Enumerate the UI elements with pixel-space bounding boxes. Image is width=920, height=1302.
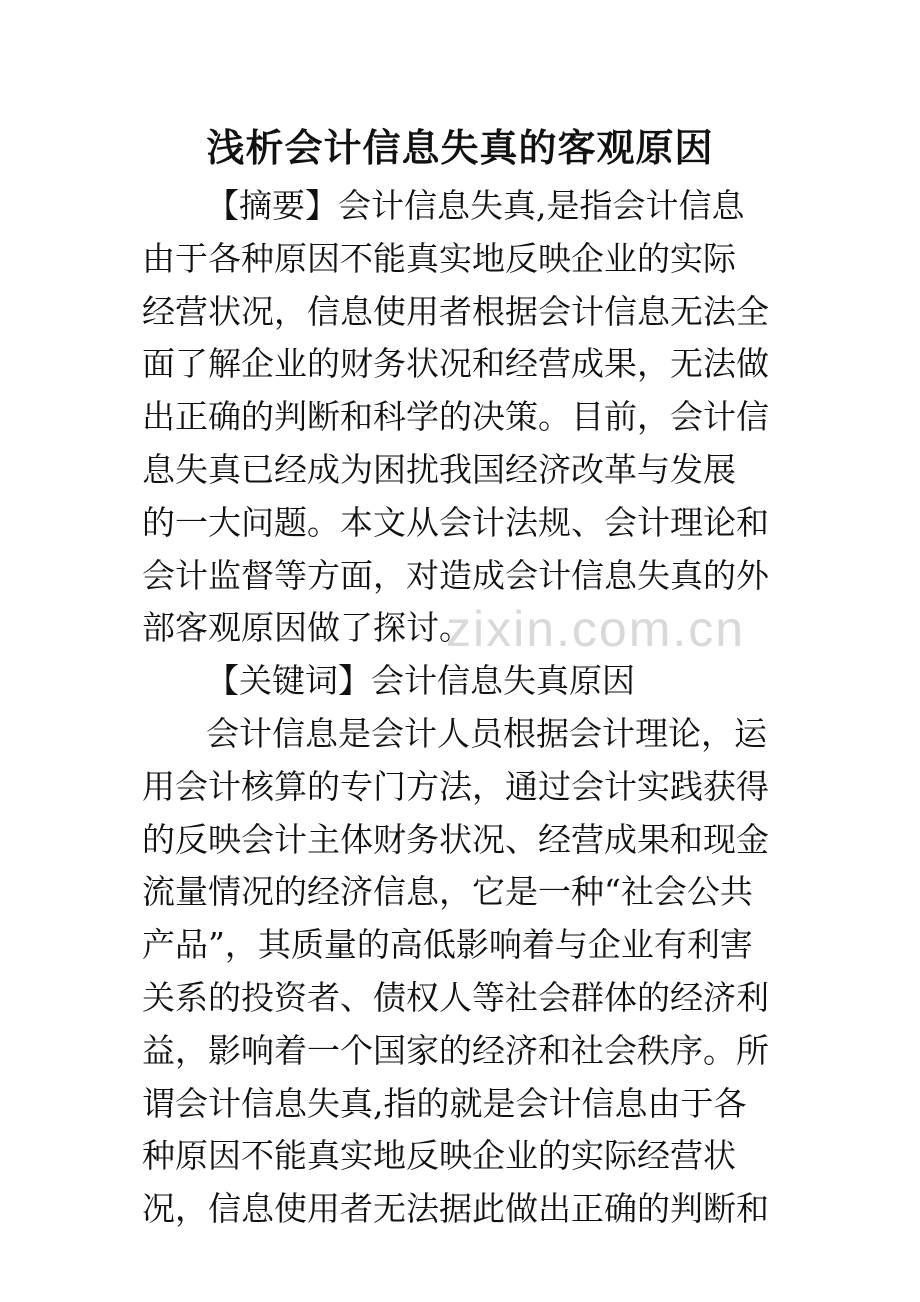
abstract-line: 出正确的判断和科学的决策。目前，会计信: [142, 397, 769, 437]
keywords-line: 【关键词】会计信息失真原因: [206, 661, 635, 701]
abstract-line: 【摘要】会计信息失真,是指会计信息: [206, 186, 745, 225]
paragraph-line: 流量情况的经济信息，它是一种“社会公共: [142, 872, 753, 912]
abstract-line: 由于各种原因不能真实地反映企业的实际: [142, 238, 736, 278]
paragraph-line: 谓会计信息失真,指的就是会计信息由于各: [142, 1083, 747, 1123]
paragraph-line: 用会计核算的专门方法，通过会计实践获得: [142, 766, 769, 806]
document-title: 浅析会计信息失真的客观原因: [206, 125, 714, 170]
paragraph-line: 关系的投资者、债权人等社会群体的经济利: [142, 977, 769, 1017]
paragraph-line: 产品”，其质量的高低影响着与企业有利害: [142, 925, 753, 965]
paragraph-line: 况，信息使用者无法据此做出正确的判断和: [142, 1189, 769, 1229]
abstract-block: [142, 180, 782, 708]
abstract-line: 面了解企业的财务状况和经营成果，无法做: [142, 344, 769, 384]
paragraph-line: 种原因不能真实地反映企业的实际经营状: [142, 1136, 736, 1176]
paragraph-line: 的反映会计主体财务状况、经营成果和现金: [142, 819, 769, 859]
abstract-line: 经营状况，信息使用者根据会计信息无法全: [142, 291, 769, 331]
paragraph-line: 益，影响着一个国家的经济和社会秩序。所: [142, 1030, 769, 1070]
abstract-line: 息失真已经成为困扰我国经济改革与发展: [142, 449, 736, 489]
paragraph-line: 会计信息是会计人员根据会计理论，运: [206, 714, 767, 753]
abstract-line: 会计监督等方面，对造成会计信息失真的外: [142, 555, 769, 595]
abstract-line: 部客观原因做了探讨。: [142, 608, 472, 648]
watermark: zixin.com.cn: [446, 601, 746, 657]
body-paragraph: [142, 708, 782, 1236]
abstract-line: 的一大问题。本文从会计法规、会计理论和: [142, 502, 769, 542]
